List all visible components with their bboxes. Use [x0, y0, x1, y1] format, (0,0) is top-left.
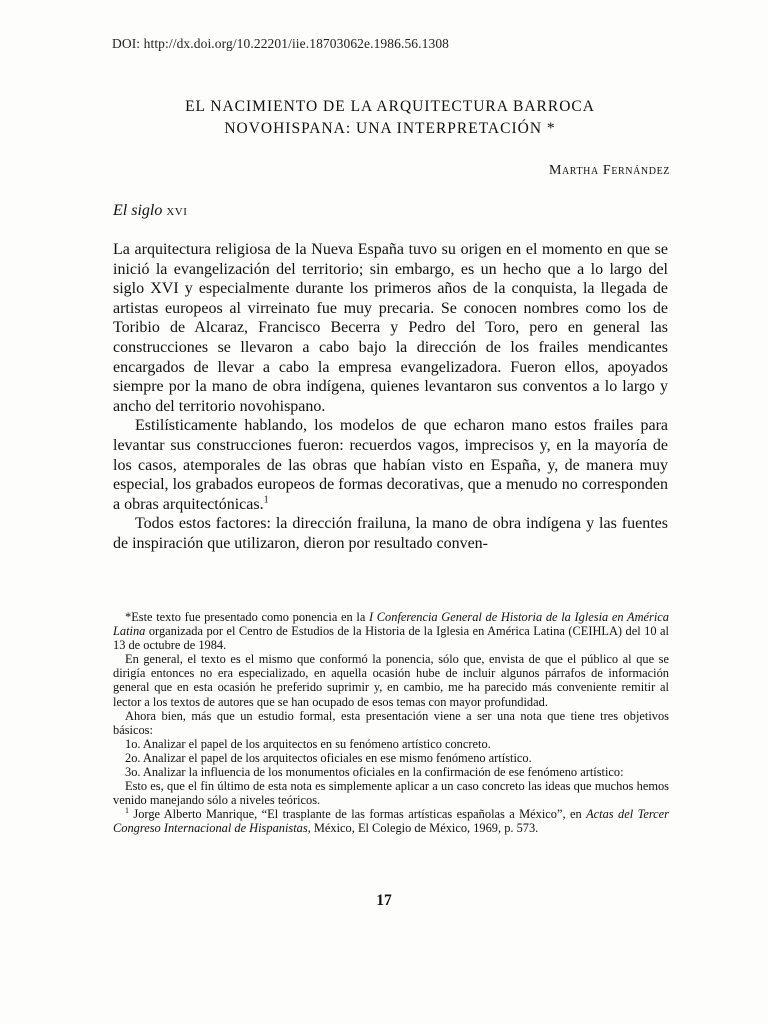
title-line-2: NOVOHISPANA: UNA INTERPRETACIÓN *: [224, 120, 556, 137]
article-title: [112, 96, 668, 140]
author-name: Martha Fernández: [548, 163, 670, 178]
footnote-star-text: *Este texto fue presentado como ponencia en la: [125, 610, 369, 624]
section-heading: [113, 202, 187, 220]
footnote-1-mark: 1: [125, 806, 129, 816]
footnote-1-text-end: México, El Colegio de México, 1969, p. 573.: [310, 821, 539, 836]
footnote-1-text: Jorge Alberto Manrique, “El trasplante de las formas artísticas españolas a México”, en: [129, 807, 587, 822]
footnote-note-7: Esto es, que el fin último de esta nota es simplemente aplicar a un caso concreto las ideas que muchos hemos venido manejando sólo a niveles teóricos.: [113, 779, 669, 808]
body-paragraph-3: Todos estos factores: la dirección frailuna, la mano de obra indígena y las fuentes de inspiración que utilizaron, dieron por resultado conven-: [113, 515, 668, 552]
footnote-ref-1[interactable]: 1: [263, 494, 269, 506]
footnote-objective-2: 2o. Analizar el papel de los arquitectos oficiales en ese mismo fenómeno artístico.: [125, 750, 532, 765]
body-paragraph-2-text: Estilísticamente hablando, los modelos de que echaron mano estos frailes para levantar sus construcciones fueron: recuerdos vagos, imprecisos y, en la mayoría de los casos, atemporales de las obras que habían visto en España, y, de manera muy especial, los grabados europeos de formas decorativas, que a menudo no corresponden a obras arquitectónicas.: [113, 417, 668, 513]
footnotes: [113, 610, 669, 836]
body-paragraph-1: La arquitectura religiosa de la Nueva España tuvo su origen en el momento en que se inició la evangelización del territorio; sin embargo, es un hecho que a lo largo del siglo XVI y especialmente durante los primeros años de la conquista, la llegada de artistas europeos al virreinato fue muy precaria. Se conocen nombres como los de Toribio de Alcaraz, Francisco Becerra y Pedro del Toro, pero en general las construcciones se llevaron a cabo bajo la dirección de los frailes mendicantes encargados de llevar a cabo la empresa evangelizadora. Fueron ellos, apoyados siempre por la mano de obra indígena, quienes levantaron sus conventos a lo largo y ancho del territorio novohispano.: [113, 241, 668, 415]
title-line-1: EL NACIMIENTO DE LA ARQUITECTURA BARROCA: [185, 98, 595, 115]
doi-line[interactable]: DOI: http://dx.doi.org/10.22201/iie.18703062e.1986.56.1308: [112, 36, 450, 51]
conference-title: I Conferencia General de Historia de la Iglesia en América Latina: [113, 610, 670, 639]
footnote-1: [113, 807, 669, 835]
footnote-objective-1: 1o. Analizar el papel de los arquitectos en su fenómeno artístico concreto.: [125, 736, 491, 751]
page-number: 17: [376, 892, 392, 909]
section-heading-text: El siglo: [113, 202, 163, 219]
footnote-objective-3: 3o. Analizar la influencia de los monumentos oficiales en la confirmación de ese fenómeno artístico:: [125, 765, 624, 780]
footnote-note-2: En general, el texto es el mismo que conformó la ponencia, sólo que, envista de que el público al que se dirigía entonces no era especializado, en aquella ocasión hube de incluir algunos párrafos de información general que en esta ocasión he preferido suprimir y, en cambio, me ha parecido más conveniente remitir al lector a los textos de autores que se han ocupado de esos temas con mayor profundidad.: [113, 652, 669, 709]
body-paragraph-2: [113, 416, 668, 514]
section-heading-numeral: xvi: [166, 202, 188, 219]
body-text: [113, 240, 668, 554]
footnote-star: [113, 610, 669, 652]
footnote-star-text-end: organizada por el Centro de Estudios de la Historia de la Iglesia en América Latina (CEIHLA) del 10 al 13 de octubre de 1984.: [113, 624, 669, 653]
footnote-1-source-title: Actas del Tercer Congreso Internacional de Hispanistas,: [113, 807, 670, 836]
footnote-note-3: Ahora bien, más que un estudio formal, esta presentación viene a ser una nota que tiene tres objetivos básicos:: [113, 708, 669, 737]
